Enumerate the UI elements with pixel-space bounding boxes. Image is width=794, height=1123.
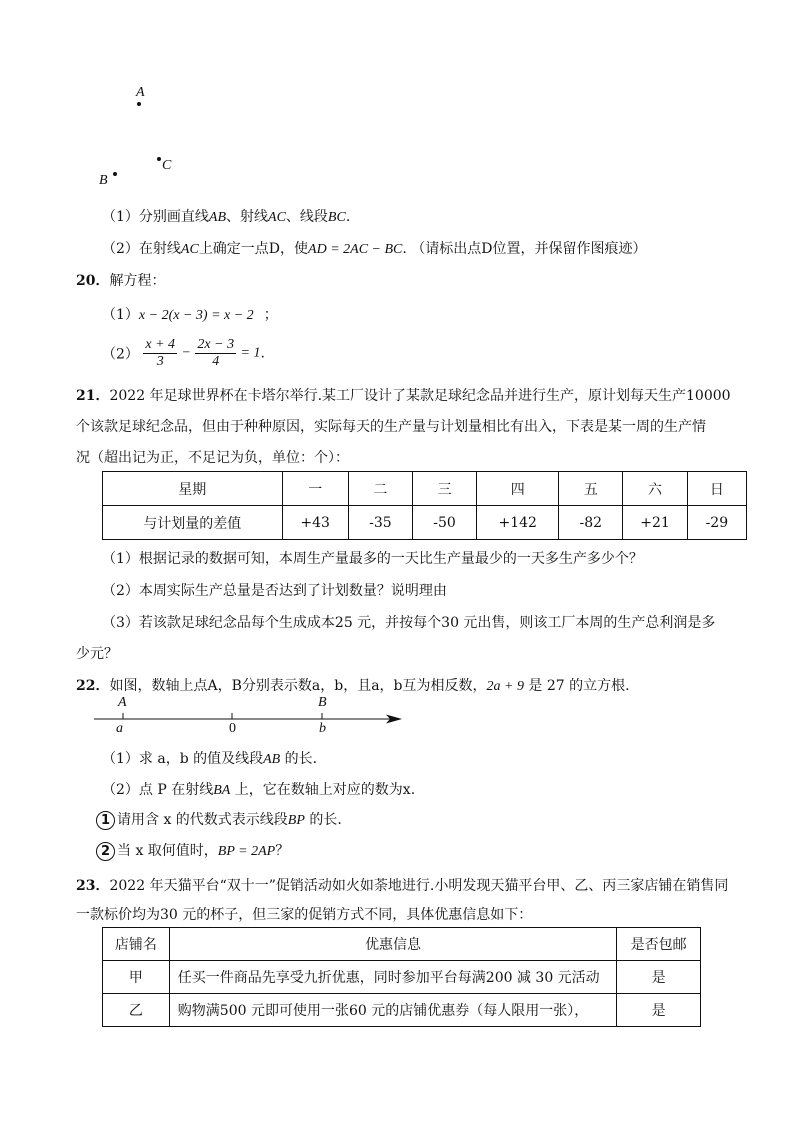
point-label-b: B — [99, 173, 108, 188]
q19-part2-text: （2）在射线 — [102, 241, 181, 257]
number-line — [90, 695, 410, 740]
q20-p2-label: （2） — [102, 346, 139, 363]
table-cell: 优惠信息 — [169, 928, 616, 961]
table-cell: 五 — [559, 472, 623, 506]
table-cell: 六 — [623, 472, 687, 506]
shop-discount-table — [102, 927, 701, 1027]
q20-p1-end: ； — [263, 307, 278, 323]
table-cell: 一 — [282, 472, 348, 506]
q19-part1-text3: 、线段 — [285, 209, 328, 225]
q22-item1-end: 的长. — [304, 812, 342, 828]
fraction-1 — [143, 337, 177, 370]
q22-item1 — [96, 809, 342, 830]
q22-sub1-text: （1）求 a，b 的值及线段 — [102, 751, 264, 767]
math-ab: AB — [208, 210, 227, 225]
point-label-a: A — [136, 85, 145, 100]
production-table — [102, 471, 747, 540]
q22-sub1 — [102, 748, 317, 768]
q20-p2-rhs: = 1 — [240, 345, 261, 361]
q22-stem-text: 如图，数轴上点A，B分别表示数a，b，且a，b互为相反数， — [109, 678, 487, 694]
q19-part1-end: . — [345, 209, 351, 225]
fraction-2-denominator: 4 — [212, 354, 220, 369]
math-ab-2: AB — [263, 752, 281, 767]
table-cell: 是 — [617, 994, 701, 1027]
table-cell: -35 — [348, 506, 412, 540]
q21-sub3-line1: （3）若该款足球纪念品每个生成成本25 元，并按每个30 元出售，则该工厂本周的生产总利润是多 — [102, 615, 716, 631]
circled-number-1: 1 — [96, 811, 115, 830]
q21-number: 21． — [76, 388, 110, 404]
table-cell: -82 — [559, 506, 623, 540]
table-cell: 是否包邮 — [617, 928, 701, 961]
table-row — [103, 994, 701, 1027]
table-cell: -29 — [687, 506, 746, 540]
q22-item2-end: ？ — [275, 843, 290, 859]
q19-part2-end: . （请标出点D位置，并保留作图痕迹） — [402, 241, 647, 257]
fraction-1-denominator: 3 — [156, 354, 164, 369]
q22-sub2-text: （2）点 P 在射线 — [102, 782, 214, 798]
number-line-label-b: b — [319, 721, 326, 736]
number-line-label-b-upper: B — [318, 695, 327, 710]
math-bp: BP — [287, 813, 305, 828]
table-row — [103, 506, 747, 540]
q20-title: 解方程： — [109, 273, 166, 289]
q22-item2-text: 当 x 取何值时， — [117, 843, 218, 859]
table-cell: +142 — [477, 506, 559, 540]
q22-item1-text: 请用含 x 的代数式表示线段 — [117, 812, 288, 828]
q23-number: 23． — [76, 878, 110, 894]
table-cell: 三 — [412, 472, 476, 506]
table-cell: 任买一件商品先享受九折优惠，同时参加平台每满200 减 30 元活动 — [169, 961, 616, 994]
q22-stem-end: 是 27 的立方根. — [523, 678, 630, 694]
q20-p1-equation: x − 2(x − 3) = x − 2 — [138, 308, 254, 323]
q22-sub2 — [102, 779, 415, 799]
q19-part2-mid: 上确定一点D，使 — [198, 241, 309, 257]
q22-item2 — [96, 840, 289, 861]
table-cell: 店铺名 — [103, 928, 170, 961]
fraction-2-numerator: 2x − 3 — [197, 337, 235, 352]
table-cell: 日 — [687, 472, 746, 506]
q19-part1-text2: 、射线 — [226, 209, 269, 225]
circled-number-2: 2 — [96, 842, 115, 861]
point-c-dot — [157, 157, 161, 161]
table-cell: 星期 — [103, 472, 283, 506]
q21-line2: 个该款足球纪念品，但由于种种原因，实际每天的生产量与计划量相比有出入，下表是某一周的生产情 — [76, 419, 706, 435]
q23-text1: 2022 年天猫平台“双十一”促销活动如火如荼地进行.小明发现天猫平台甲、乙、丙三家店铺在销售同 — [109, 878, 729, 894]
q22-number: 22． — [76, 678, 110, 694]
point-a-dot — [137, 102, 141, 106]
q20-part2 — [102, 337, 265, 370]
q19-part1 — [102, 206, 350, 226]
q23-line1 — [76, 875, 728, 895]
q21-sub3-line2: 少元？ — [76, 646, 118, 662]
q21-line1 — [76, 385, 731, 405]
q20-p1-label: （1） — [102, 307, 139, 323]
minus-sign: − — [181, 345, 191, 361]
table-cell: 二 — [348, 472, 412, 506]
q22-stem — [76, 675, 630, 695]
table-cell: 四 — [477, 472, 559, 506]
q22-sub1-end: 的长. — [280, 751, 318, 767]
q21-line3: 况（超出记为正，不足记为负，单位：个）： — [76, 450, 349, 466]
table-header-row — [103, 928, 701, 961]
table-cell: 与计划量的差值 — [103, 506, 283, 540]
math-2a-plus-9: 2a + 9 — [486, 679, 524, 694]
point-b-dot — [113, 172, 117, 176]
table-cell: 乙 — [103, 994, 170, 1027]
q19-part2 — [102, 238, 647, 258]
number-line-label-zero: 0 — [229, 721, 236, 736]
math-ad-eq: AD = 2AC − BC — [308, 242, 403, 257]
fraction-2 — [195, 337, 236, 370]
fraction-1-numerator: x + 4 — [145, 337, 176, 352]
math-ba: BA — [213, 783, 231, 798]
table-row — [103, 961, 701, 994]
table-cell: 是 — [617, 961, 701, 994]
q21-sub2: （2）本周实际生产总量是否达到了计划数量？说明理由 — [102, 583, 447, 599]
q22-sub2-end: 上，它在数轴上对应的数为x. — [230, 782, 416, 798]
q23-line2: 一款标价均为30 元的杯子，但三家的促销方式不同，具体优惠信息如下： — [76, 907, 533, 923]
table-cell: 购物满500 元即可使用一张60 元的店铺优惠券（每人限用一张）， — [169, 994, 616, 1027]
table-cell: -50 — [412, 506, 476, 540]
math-bc: BC — [327, 210, 346, 225]
number-line-label-a-upper: A — [118, 695, 127, 710]
math-ac-2: AC — [180, 242, 199, 257]
q21-sub1: （1）根据记录的数据可知，本周生产量最多的一天比生产量最少的一天多生产多少个？ — [102, 551, 643, 567]
table-cell: 甲 — [103, 961, 170, 994]
q21-text1: 2022 年足球世界杯在卡塔尔举行.某工厂设计了某款足球纪念品并进行生产，原计划每天生产10000 — [109, 388, 731, 404]
q20-number: 20． — [76, 273, 110, 289]
q20-heading — [76, 270, 165, 290]
q20-part1 — [102, 304, 278, 324]
table-header-row — [103, 472, 747, 506]
point-label-c: C — [162, 158, 172, 173]
table-cell: +43 — [282, 506, 348, 540]
q19-part1-text: （1）分别画直线 — [102, 209, 209, 225]
table-cell: +21 — [623, 506, 687, 540]
math-ac: AC — [268, 210, 286, 225]
q20-p2-end: . — [260, 345, 265, 362]
math-bp-eq: BP = 2AP — [217, 844, 276, 859]
number-line-label-a: a — [116, 721, 123, 736]
